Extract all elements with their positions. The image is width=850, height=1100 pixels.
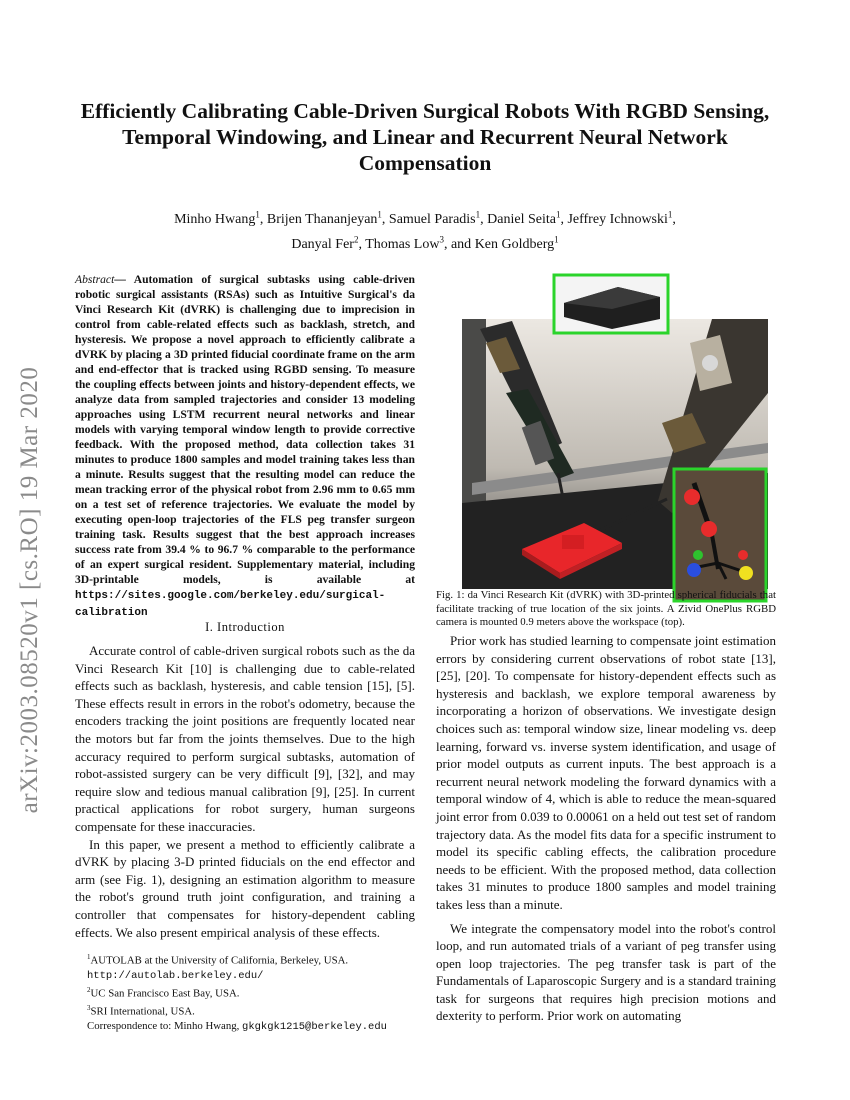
fiducial-sphere bbox=[739, 566, 753, 580]
paragraph: Prior work has studied learning to compensate joint estimation errors by considering current observations of robot state [13], [25], [20]. To compensate for history-dependent effects such as hysteresis and backlash, we explore temporal awareness by incorporating a horizon of observations. We investigate design choices such as: temporal window size, linear modeling vs. deep learning, forward vs. inverse system identification, and usage of prior model outputs as current inputs. The best approach is a recurrent neural network modeling the forward dynamics with a temporal window of 4, which is able to reduce the mean-squared joint error from 0.039 to 0.00061 on a held out test set of random trajectory data. As the model fits data for a specific instrument to model its specific cabling effects, the calibration procedure needs to be efficient. With the proposed method, data collection takes 31 minutes to produce 1800 samples and model training takes less than a minute. bbox=[436, 633, 776, 912]
paragraph: We integrate the compensatory model into the robot's control loop, and run automated trials of a variant of peg transfer using open loop trajectories. The peg transfer task is part of the Fundamentals of Laparoscopic Surgery and is a standard training task for surgeons that requires high precision motions and dexterity to perform. Prior work on automating bbox=[436, 920, 776, 1024]
author: Jeffrey Ichnowski$^1$, bbox=[567, 209, 676, 227]
footnote: Correspondence to: Minho Hwang, gkgkgk1215@berkeley.edu bbox=[87, 1019, 387, 1033]
author: Danyal Fer$^2$, bbox=[291, 234, 366, 253]
abstract-label: Abstract bbox=[75, 273, 115, 286]
footnotes bbox=[75, 950, 415, 1034]
introduction-body bbox=[75, 642, 415, 941]
correspondence-email[interactable]: gkgkgk1215@berkeley.edu bbox=[242, 1020, 387, 1033]
abstract: Abstract— Automation of surgical subtasks using cable-driven robotic surgical assistants (RSAs) such as Intuitive Surgical's da Vinci Research Kit (dVRK) is challenging due to imprecision in control from cable-related effects such as backlash, stretch, and hysteresis. We propose a novel approach to efficiently calibrate a dVRK by placing a 3D printed fiducial coordinate frame on the arm and end-effector that is tracked using RGBD sensing. To measure the coupling effects between joints and history-dependent effects, we analyze data from sampled trajectories and consider 13 modeling approaches using LSTM recurrent neural networks and linear models with varying temporal window length to provide corrective feedback. With the proposed method, data collection takes 31 minutes to produce 1800 samples and model training takes less than a minute. Results suggest that the resulting model can reduce the mean tracking error of the physical robot from 2.96 mm to 0.65 mm on a test set of reference trajectories. We evaluate the model by executing open-loop trajectories of the FLS peg transfer surgeon training task. Results suggest that the best approach increases success rate from 39.4 % to 96.7 % comparable to the performance of an expert surgical resident. Supplementary material, including 3D-printable models, is available at https://sites.google.com/berkeley.edu/surgical-calibration bbox=[75, 273, 416, 619]
author: Samuel Paradis$^1$, bbox=[388, 209, 488, 227]
section-heading-introduction: I. Introduction bbox=[205, 620, 285, 634]
fiducial-sphere bbox=[701, 521, 717, 537]
fiducial-sphere bbox=[693, 550, 703, 560]
peg-block bbox=[562, 535, 584, 549]
fiducial-sphere bbox=[738, 550, 748, 560]
inset-camera bbox=[554, 275, 668, 333]
author: Thomas Low$^3$, and bbox=[365, 234, 475, 253]
fiducial-sphere bbox=[684, 489, 700, 505]
supplementary-link[interactable]: https://sites.google.com/berkeley.edu/surgical-calibration bbox=[75, 590, 386, 619]
arxiv-id: arXiv:2003.08520v1 [cs.RO] 19 Mar 2020 bbox=[16, 366, 43, 814]
author: Minho Hwang$^1$, bbox=[174, 209, 267, 227]
figure-dvrk-photo bbox=[462, 273, 768, 603]
paper-title: Efficiently Calibrating Cable-Driven Surgical Robots With RGBD Sensing, Temporal Windowing, and Linear and Recurrent Neural Network Compensation bbox=[80, 99, 770, 175]
paragraph: Accurate control of cable-driven surgical robots such as the da Vinci Research Kit [10] is challenging due to cable-related effects such as backlash, hysteresis, and cable tension [15], [5]. These effects result in errors in the robot's odometry, because the encoders tracking the joint positions are frequently located near the motors but far from the joints themselves. Due to the high accuracy required to perform surgical subtasks, automation of robot-assisted surgery can be very difficult [9], [32], and may require slow and tedious manual calibration [9], [25]. In current practical applications for robot surgery, human surgeons compensate for these inaccuracies. bbox=[75, 643, 415, 834]
abstract-text: Automation of surgical subtasks using cable-driven robotic surgical assistants (RSAs) such as Intuitive Surgical's da Vinci Research Kit (dVRK) is challenging due to imprecision in control from cable-related effects such as backlash, stretch, and hysteresis. We propose a novel approach to efficiently calibrate a dVRK by placing a 3D printed fiducial coordinate frame on the arm and end-effector that is tracked using RGBD sensing. To measure the coupling effects between joints and history-dependent effects, we analyze data from sampled trajectories and consider 13 modeling approaches using LSTM recurrent neural networks and linear models with varying temporal window length to provide corrective feedback. With the proposed method, data collection takes 31 minutes to produce 1800 samples and model training takes less than a minute. Results suggest that the resulting model can reduce the mean tracking error of the physical robot from 2.96 mm to 0.65 mm on a test set of reference trajectories. We evaluate the model by executing open-loop trajectories of the FLS peg transfer surgeon training task. Results suggest that the best approach increases success rate from 39.4 % to 96.7 % comparable to the performance of an expert surgical resident. Supplementary material, including 3D-printable models, is available at bbox=[75, 273, 416, 586]
author-list bbox=[80, 204, 770, 255]
footnote: $^3$SRI International, USA. bbox=[87, 1003, 195, 1018]
author: Ken Goldberg$^1$ bbox=[474, 234, 559, 253]
inset-fiducials bbox=[674, 469, 766, 601]
paragraph: In this paper, we present a method to efficiently calibrate a dVRK by placing 3-D printed fiducials on the end effector and arm (see Fig. 1), designing an estimation algorithm to measure the robot's ground truth joint configuration, and training a controller that compensates for history-dependent cabling effects. We also present empirical analysis of these effects. bbox=[75, 836, 415, 940]
right-column-body bbox=[436, 632, 776, 1025]
figure-caption: Fig. 1: da Vinci Research Kit (dVRK) with 3D-printed spherical fiducials that facilitate tracking of true location of the six joints. A Zivid OnePlus RGBD camera is mounted 0.9 meters above the workspace (top). bbox=[436, 589, 776, 629]
arxiv-stamp bbox=[4, 290, 56, 890]
author: Daniel Seita$^1$, bbox=[487, 209, 568, 227]
author: Brijen Thananjeyan$^1$, bbox=[266, 209, 389, 227]
footnote: $^1$AUTOLAB at the University of California, Berkeley, USA. http://autolab.berkeley.edu/ bbox=[87, 953, 349, 982]
autolab-link[interactable]: http://autolab.berkeley.edu/ bbox=[87, 969, 264, 982]
fiducial-sphere bbox=[687, 563, 701, 577]
footnote: $^2$UC San Francisco East Bay, USA. bbox=[87, 986, 240, 1000]
